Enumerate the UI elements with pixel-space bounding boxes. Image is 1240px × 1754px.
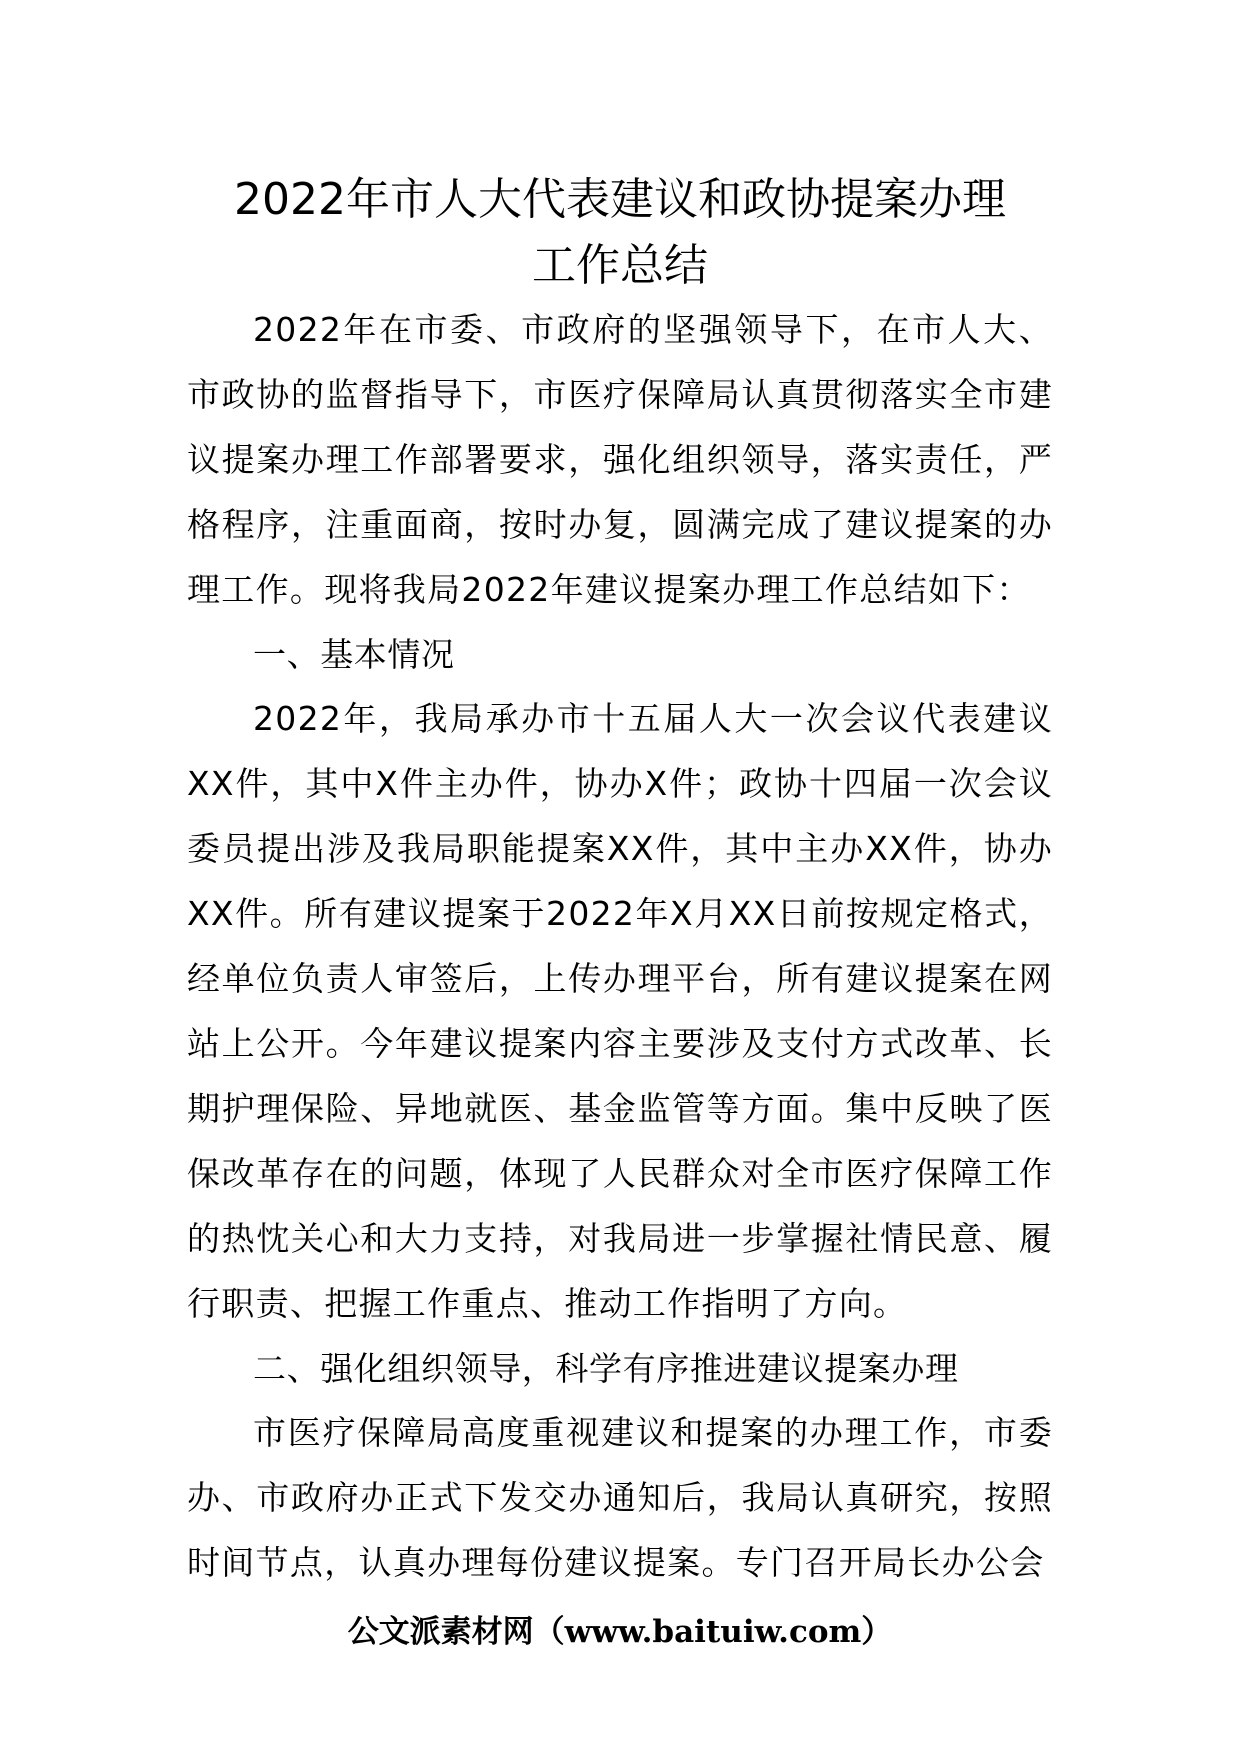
document-body: [187, 298, 1053, 1596]
paragraph-basic-situation: 2022年，我局承办市十五届人大一次会议代表建议XX件，其中X件主办件，协办X件；政协十四届一次会议委员提出涉及我局职能提案XX件，其中主办XX件，协办XX件。所有建议提案于2022年X月XX日前按规定格式，经单位负责人审签后，上传办理平台，所有建议提案在网站上公开。今年建议提案内容主要涉及支付方式改革、长期护理保险、异地就医、基金监管等方面。集中反映了医保改革存在的问题，体现了人民群众对全市医疗保障工作的热忱关心和大力支持，对我局进一步掌握社情民意、履行职责、把握工作重点、推动工作指明了方向。: [187, 699, 1053, 1323]
section-heading-organization: 二、强化组织领导，科学有序推进建议提案办理: [253, 1348, 959, 1388]
paragraph-organization: 市医疗保障局高度重视建议和提案的办理工作，市委办、市政府办正式下发交办通知后，我局认真研究，按照时间节点，认真办理每份建议提案。专门召开局长办公会: [187, 1413, 1053, 1583]
section-heading-basic-situation: 一、基本情况: [253, 634, 455, 674]
document-title-line-1: 2022年市人大代表建议和政协提案办理: [234, 174, 1006, 225]
paragraph-intro: 2022年在市委、市政府的坚强领导下，在市人大、市政协的监督指导下，市医疗保障局认真贯彻落实全市建议提案办理工作部署要求，强化组织领导，落实责任，严格程序，注重面商，按时办复，圆满完成了建议提案的办理工作。现将我局2022年建议提案办理工作总结如下：: [187, 310, 1053, 609]
document-title-line-2: 工作总结: [532, 240, 708, 291]
footer-watermark: 公文派素材网（www.baituiw.com）: [347, 1614, 893, 1650]
